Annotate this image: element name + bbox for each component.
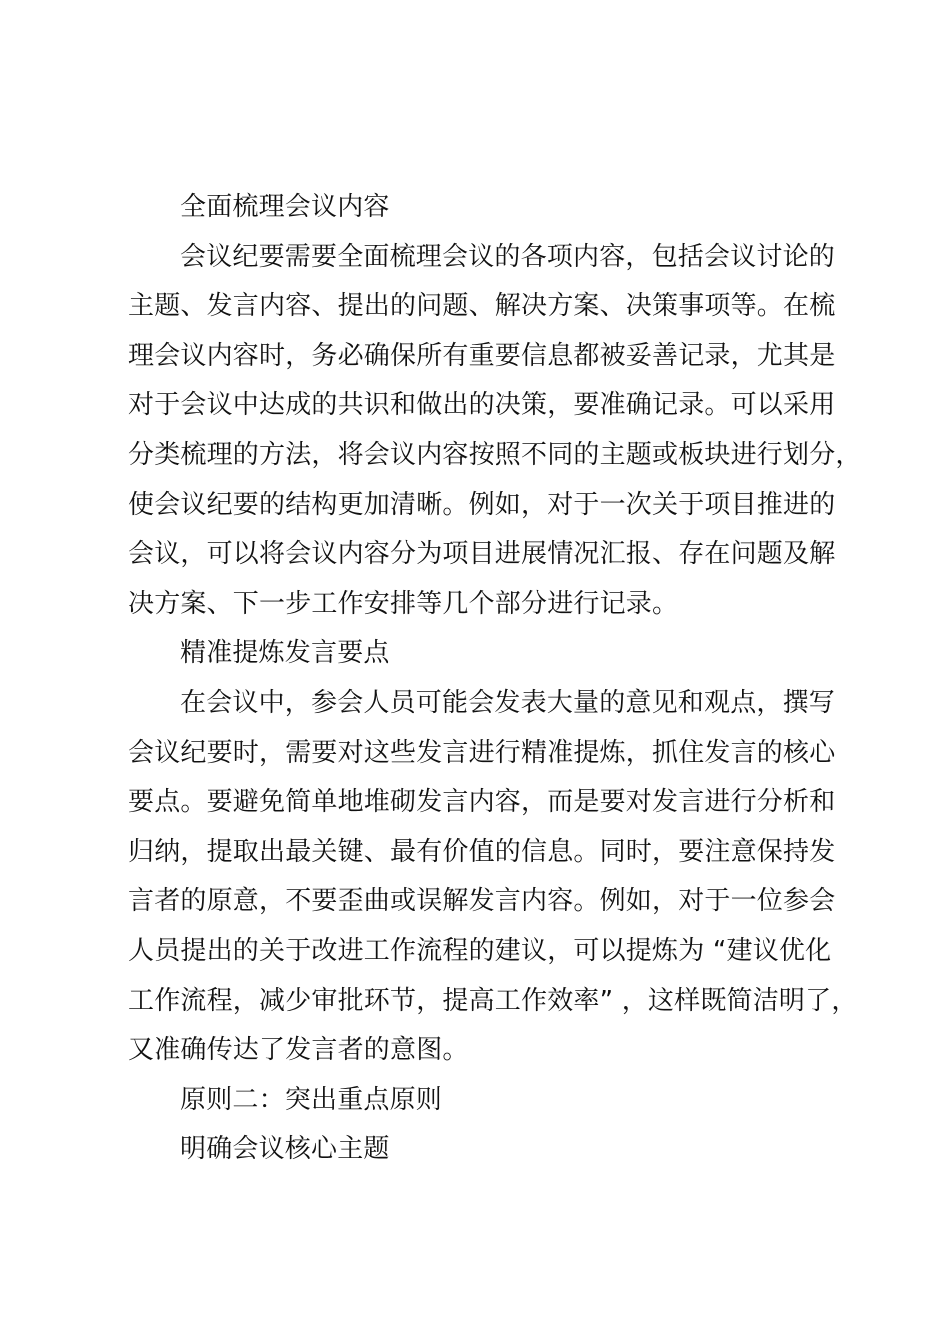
heading-text: 全面梳理会议内容 [180,192,390,222]
heading-text: 原则二：突出重点原则 [180,1084,443,1115]
section-heading [128,629,834,679]
paragraph-line: 人员提出的关于改进工作流程的建议，可以提炼为 “建议优化 [128,935,832,966]
paragraph-line: 要点。要避免简单地堆砌发言内容，而是要对发言进行分析和 [128,787,836,818]
section-heading [128,1076,834,1126]
paragraph-line: 对于会议中达成的共识和做出的决策，要准确记录。可以采用 [128,390,836,421]
paragraph-line: 会议，可以将会议内容分为项目进展情况汇报、存在问题及解 [128,539,836,570]
paragraph-line: 会议纪要时，需要对这些发言进行精准提炼，抓住发言的核心 [128,737,836,768]
paragraph-line: 在会议中，参会人员可能会发表大量的意见和观点，撰写 [180,687,836,718]
paragraph-line: 主题、发言内容、提出的问题、解决方案、决策事项等。在梳 [128,291,836,322]
paragraph-line: 言者的原意，不要歪曲或误解发言内容。例如，对于一位参会 [128,886,836,917]
paragraph-line: 会议纪要需要全面梳理会议的各项内容，包括会议讨论的 [180,241,836,272]
paragraph [128,679,858,1076]
document-body [128,183,862,1175]
paragraph-line: 使会议纪要的结构更加清晰。例如，对于一次关于项目推进的 [128,489,836,520]
section-heading [128,1125,834,1175]
paragraph [128,233,862,630]
heading-text: 精准提炼发言要点 [180,638,390,669]
paragraph-line: 理会议内容时，务必确保所有重要信息都被妥善记录，尤其是 [128,340,836,371]
paragraph-line: 分类梳理的方法，将会议内容按照不同的主题或板块进行划分， [128,439,862,470]
paragraph-line: 决方案、下一步工作安排等几个部分进行记录。 [128,588,679,619]
paragraph-line: 归纳，提取出最关键、最有价值的信息。同时，要注意保持发 [128,836,836,867]
heading-text: 明确会议核心主题 [180,1134,390,1165]
section-heading [128,183,834,233]
paragraph-line: 工作流程，减少审批环节，提高工作效率” ，这样既简洁明了， [128,985,858,1016]
paragraph-line: 又准确传达了发言者的意图。 [128,1035,469,1066]
